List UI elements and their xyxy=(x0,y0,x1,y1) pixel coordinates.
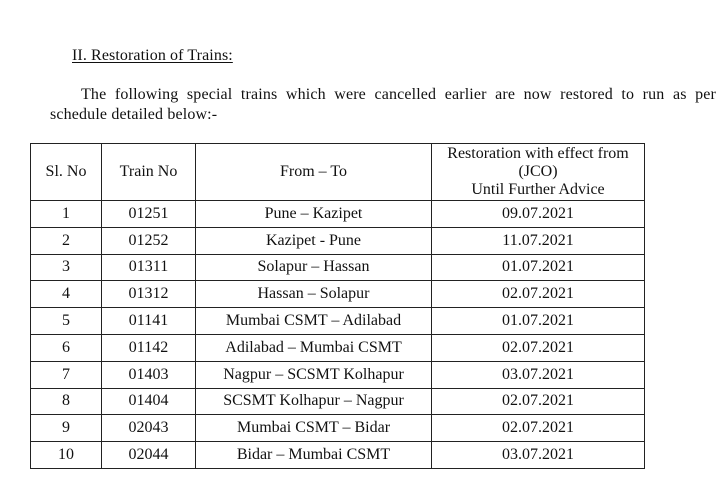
table-row xyxy=(31,254,645,281)
cell-restoration-date: 11.07.2021 xyxy=(432,227,645,254)
restoration-table xyxy=(30,143,645,469)
cell-sl-no: 3 xyxy=(31,254,102,281)
header-from-to: From – To xyxy=(196,144,432,201)
cell-train-no: 01311 xyxy=(102,254,196,281)
table-row xyxy=(31,227,645,254)
cell-train-no: 01142 xyxy=(102,334,196,361)
cell-train-no: 02044 xyxy=(102,442,196,469)
table-row xyxy=(31,415,645,442)
cell-sl-no: 4 xyxy=(31,281,102,308)
cell-train-no: 01251 xyxy=(102,201,196,228)
table-header xyxy=(31,144,645,201)
cell-sl-no: 7 xyxy=(31,361,102,388)
cell-train-no: 01404 xyxy=(102,388,196,415)
table-row xyxy=(31,334,645,361)
cell-from-to: Adilabad – Mumbai CSMT xyxy=(196,334,432,361)
header-restoration-line3: Until Further Advice xyxy=(471,181,605,198)
header-restoration xyxy=(432,144,645,201)
cell-from-to: Solapur – Hassan xyxy=(196,254,432,281)
cell-from-to: Mumbai CSMT – Adilabad xyxy=(196,308,432,335)
cell-train-no: 01252 xyxy=(102,227,196,254)
cell-from-to: Kazipet - Pune xyxy=(196,227,432,254)
cell-from-to: Nagpur – SCSMT Kolhapur xyxy=(196,361,432,388)
cell-train-no: 01141 xyxy=(102,308,196,335)
table-row xyxy=(31,361,645,388)
header-restoration-line1: Restoration with effect from xyxy=(447,145,629,162)
cell-from-to: Mumbai CSMT – Bidar xyxy=(196,415,432,442)
header-row xyxy=(31,144,645,201)
cell-from-to: Hassan – Solapur xyxy=(196,281,432,308)
cell-sl-no: 8 xyxy=(31,388,102,415)
table-row xyxy=(31,308,645,335)
cell-sl-no: 2 xyxy=(31,227,102,254)
cell-restoration-date: 03.07.2021 xyxy=(432,361,645,388)
cell-sl-no: 10 xyxy=(31,442,102,469)
cell-restoration-date: 09.07.2021 xyxy=(432,201,645,228)
cell-sl-no: 5 xyxy=(31,308,102,335)
intro-paragraph: The following special trains which were cancelled earlier are now restored to run as per schedule detailed below:- xyxy=(50,86,716,123)
table-row xyxy=(31,442,645,469)
table-row xyxy=(31,388,645,415)
cell-from-to: Pune – Kazipet xyxy=(196,201,432,228)
cell-sl-no: 9 xyxy=(31,415,102,442)
cell-restoration-date: 02.07.2021 xyxy=(432,388,645,415)
cell-train-no: 01403 xyxy=(102,361,196,388)
section-heading: II. Restoration of Trains: xyxy=(72,47,233,64)
cell-restoration-date: 01.07.2021 xyxy=(432,254,645,281)
cell-restoration-date: 02.07.2021 xyxy=(432,415,645,442)
cell-restoration-date: 02.07.2021 xyxy=(432,334,645,361)
cell-train-no: 01312 xyxy=(102,281,196,308)
cell-train-no: 02043 xyxy=(102,415,196,442)
table-body xyxy=(31,201,645,469)
table-row xyxy=(31,281,645,308)
header-sl-no: Sl. No xyxy=(31,144,102,201)
cell-from-to: SCSMT Kolhapur – Nagpur xyxy=(196,388,432,415)
cell-restoration-date: 02.07.2021 xyxy=(432,281,645,308)
header-restoration-line2: (JCO) xyxy=(518,163,558,180)
cell-restoration-date: 01.07.2021 xyxy=(432,308,645,335)
header-train-no: Train No xyxy=(102,144,196,201)
cell-sl-no: 1 xyxy=(31,201,102,228)
cell-sl-no: 6 xyxy=(31,334,102,361)
cell-restoration-date: 03.07.2021 xyxy=(432,442,645,469)
cell-from-to: Bidar – Mumbai CSMT xyxy=(196,442,432,469)
table-row xyxy=(31,201,645,228)
